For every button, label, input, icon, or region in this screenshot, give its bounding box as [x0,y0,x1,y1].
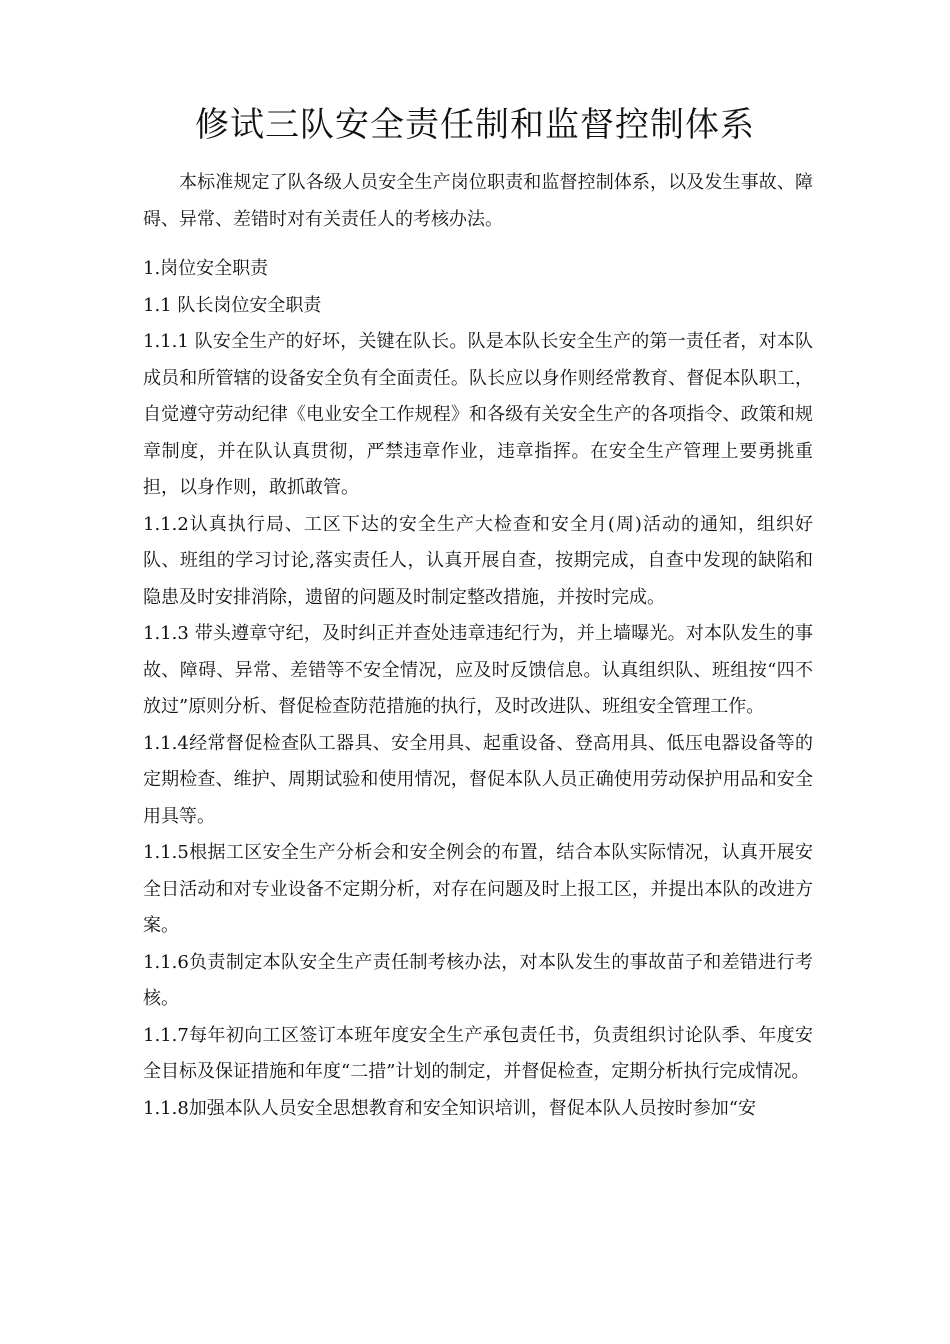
document-body [143,165,813,1127]
clause-1-1-3: 1.1.3 带头遵章守纪，及时纠正并查处违章违纪行为，并上墙曝光。对本队发生的事故、障碍、异常、差错等不安全情况，应及时反馈信息。认真组织队、班组按“四不放过”原则分析、督促检查防范措施的执行，及时改进队、班组安全管理工作。 [143,623,813,717]
section-heading: 1.岗位安全职责 [143,258,269,279]
clause-1-1-1: 1.1.1 队安全生产的好坏，关键在队长。队是本队长安全生产的第一责任者，对本队成员和所管辖的设备安全负有全面责任。队长应以身作则经常教育、督促本队职工，自觉遵守劳动纪律《电业安全工作规程》和各级有关安全生产的各项指令、政策和规章制度，并在队认真贯彻，严禁违章作业，违章指挥。在安全生产管理上要勇挑重担，以身作则，敢抓敢管。 [143,331,813,498]
clause-1-1-8: 1.1.8加强本队人员安全思想教育和安全知识培训，督促本队人员按时参加“安 [143,1097,756,1119]
document-title: 修试三队安全责任制和监督控制体系 [195,105,755,145]
clause-1-1-5: 1.1.5根据工区安全生产分析会和安全例会的布置，结合本队实际情况，认真开展安全日活动和对专业设备不定期分析，对存在问题及时上报工区，并提出本队的改进方案。 [143,842,813,936]
subsection-heading: 1.1 队长岗位安全职责 [143,294,322,316]
clause-1-1-7: 1.1.7每年初向工区签订本班年度安全生产承包责任书，负责组织讨论队季、年度安全目标及保证措施和年度“二措”计划的制定，并督促检查，定期分析执行完成情况。 [143,1024,813,1082]
clause-1-1-4: 1.1.4经常督促检查队工器具、安全用具、起重设备、登高用具、低压电器设备等的定期检查、维护、周期试验和使用情况，督促本队人员正确使用劳动保护用品和安全用具等。 [143,732,813,827]
clause-1-1-2: 1.1.2认真执行局、工区下达的安全生产大检查和安全月(周)活动的通知，组织好队、班组的学习讨论,落实责任人，认真开展自查，按期完成，自查中发现的缺陷和隐患及时安排消除，遗留的问题及时制定整改措施，并按时完成。 [143,513,813,608]
intro-paragraph: 本标准规定了队各级人员安全生产岗位职责和监督控制体系，以及发生事故、障碍、异常、差错时对有关责任人的考核办法。 [143,172,813,230]
clause-1-1-6: 1.1.6负责制定本队安全生产责任制考核办法，对本队发生的事故苗子和差错进行考核。 [143,951,813,1009]
